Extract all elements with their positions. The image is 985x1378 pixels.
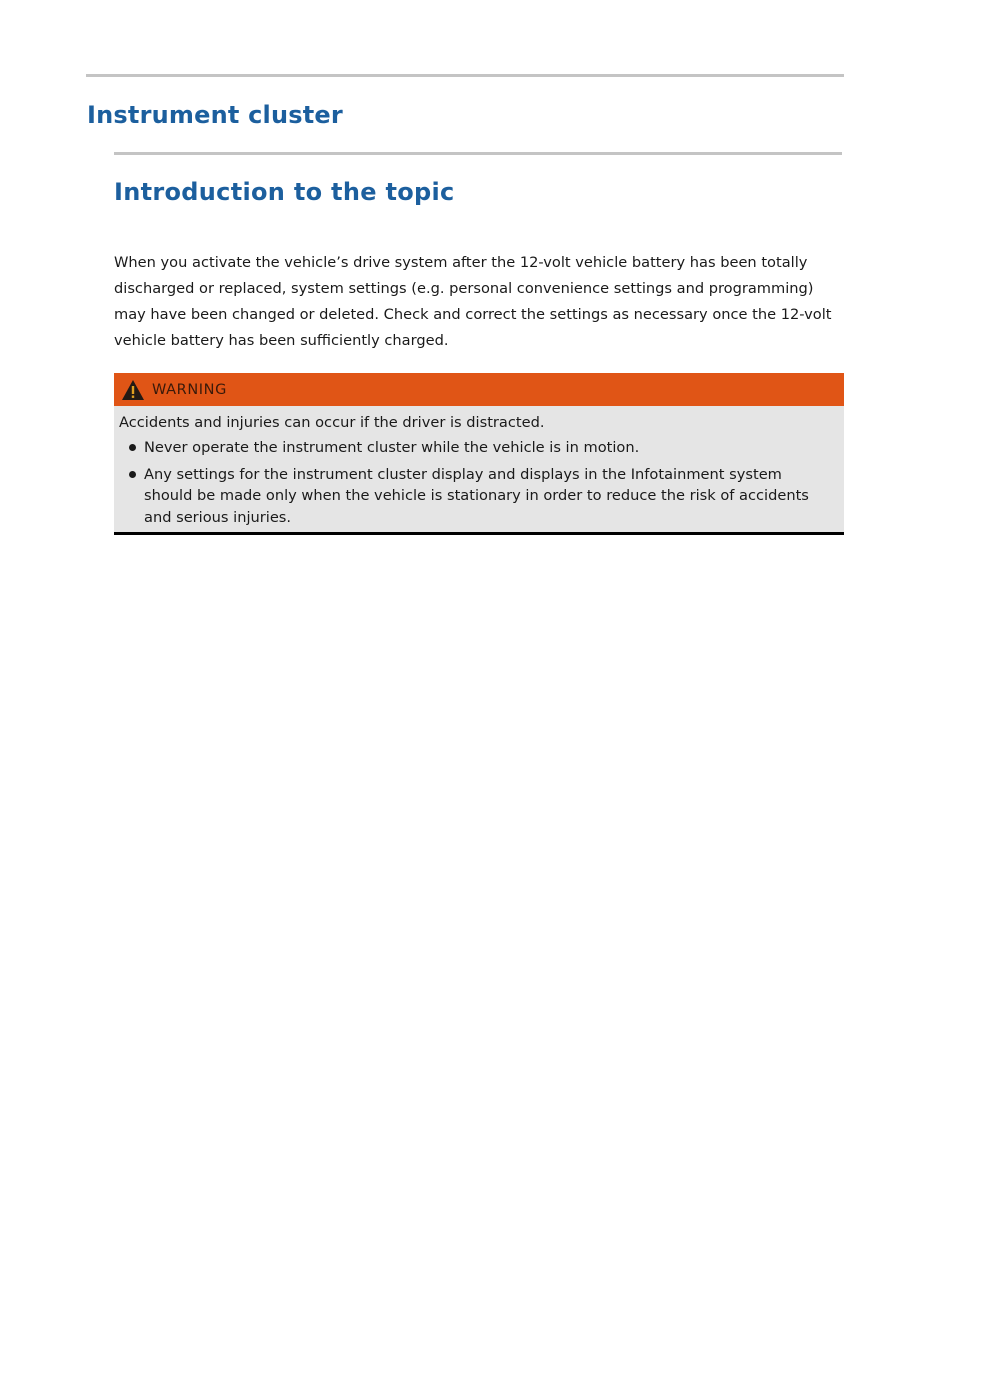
warning-item-text: Never operate the instrument cluster while the vehicle is in motion. bbox=[144, 439, 640, 456]
bullet-icon bbox=[129, 471, 136, 478]
warning-header bbox=[114, 373, 844, 406]
warning-triangle-icon bbox=[121, 379, 145, 401]
warning-list bbox=[119, 437, 834, 528]
warning-list-item bbox=[119, 437, 834, 459]
section-title: Instrument cluster bbox=[87, 101, 343, 129]
warning-list-item bbox=[119, 464, 834, 529]
warning-intro: Accidents and injuries can occur if the driver is distracted. bbox=[119, 414, 545, 431]
warning-label: WARNING bbox=[152, 381, 227, 398]
bullet-icon bbox=[129, 444, 136, 451]
section-divider bbox=[86, 74, 844, 77]
warning-item-text: Any settings for the instrument cluster display and displays in the Infotainment system should be made only when the vehicle is stationary in order to reduce the risk of accidents and serious injuries. bbox=[144, 465, 809, 526]
warning-body bbox=[114, 406, 844, 535]
intro-paragraph: When you activate the vehicle’s drive system after the 12-volt vehicle battery has been totally discharged or replaced, system settings (e.g. personal convenience settings and programming) may have been changed or deleted. Check and correct the settings as necessary once the 12-volt vehicle battery has been sufficiently charged. bbox=[114, 254, 832, 349]
subsection-divider bbox=[114, 152, 842, 155]
subsection-title: Introduction to the topic bbox=[114, 178, 455, 206]
warning-box bbox=[114, 373, 844, 535]
